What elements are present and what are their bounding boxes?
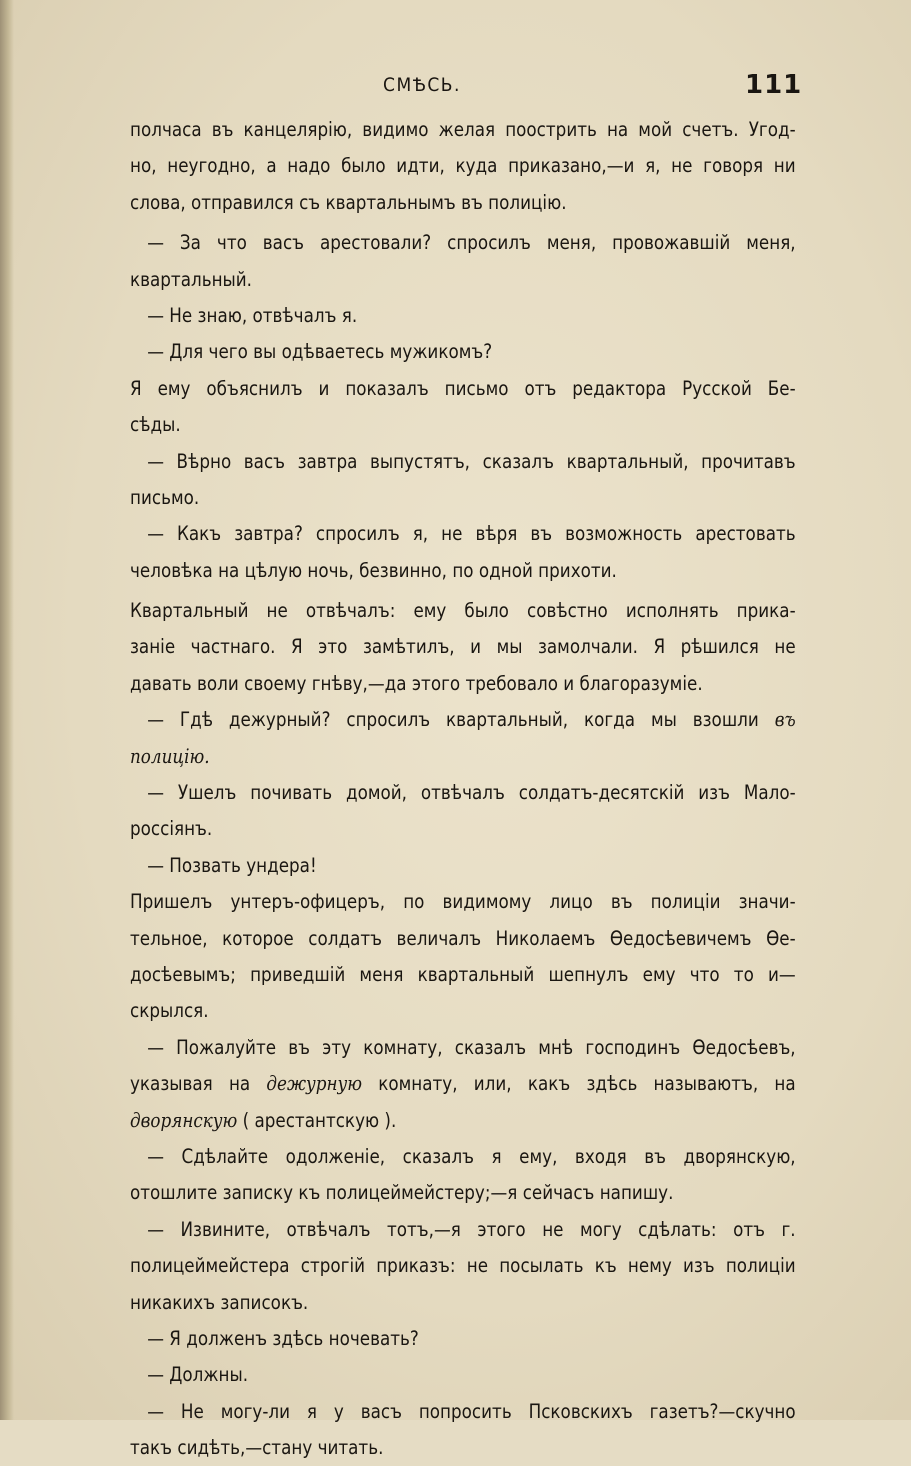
text-line: — Позвать ундера! — [147, 853, 317, 877]
text-line: — За что васъ арестовали? спросилъ меня, провожавшій меня, — [147, 231, 796, 255]
text-line: указывая на дежурную комнату, или, какъ здѣсь называютъ, на — [130, 1072, 796, 1096]
text-line: — Я долженъ здѣсь ночевать? — [147, 1326, 419, 1350]
page-header — [0, 70, 911, 104]
running-title: СМѢСЬ. — [383, 74, 461, 96]
text-line: отошлите записку къ полицеймейстеру;—я сейчасъ напишу. — [130, 1181, 674, 1205]
text-line: россіянъ. — [130, 817, 213, 841]
text-line: досѣевымъ; приведшій меня квартальный шепнулъ ему что то и— — [130, 962, 796, 986]
text-line: такъ сидѣть,—стану читать. — [130, 1436, 384, 1460]
body-text-lines — [130, 112, 796, 1466]
body-text — [130, 112, 796, 1466]
text-line: письмо. — [130, 485, 200, 509]
text-line: — Не знаю, отвѣчалъ я. — [147, 303, 358, 327]
text-line: человѣка на цѣлую ночь, безвинно, по одной прихоти. — [130, 558, 617, 582]
text-line: никакихъ записокъ. — [130, 1290, 309, 1314]
text-line: полчаса въ канцелярію, видимо желая поострить на мой счетъ. Угод- — [130, 118, 796, 141]
text-line: — Не могу-ли я у васъ попросить Псковскихъ газетъ?—скучно — [147, 1399, 796, 1423]
text-line: но, неугодно, а надо было идти, куда приказано,—и я, не говоря ни — [130, 154, 796, 178]
page-spine-shadow — [0, 0, 14, 1420]
text-line: скрылся. — [130, 999, 209, 1023]
text-line: — Вѣрно васъ завтра выпустятъ, сказалъ квартальный, прочитавъ — [147, 449, 796, 473]
text-line: Квартальный не отвѣчалъ: ему было совѣстно исполнять прика- — [130, 599, 796, 623]
text-line: полицію. — [130, 744, 210, 768]
text-line: тельное, которое солдатъ величалъ Николаемъ Ѳедосѣевичемъ Ѳе- — [130, 926, 796, 950]
text-line: заніе частнаго. Я это замѣтилъ, и мы замолчали. Я рѣшился не — [130, 635, 796, 659]
text-line: сѣды. — [130, 413, 181, 437]
text-line: — Для чего вы одѣваетесь мужикомъ? — [147, 340, 493, 364]
text-line: квартальный. — [130, 267, 253, 291]
text-line: — Извините, отвѣчалъ тотъ,—я этого не могу сдѣлать: отъ г. — [147, 1217, 796, 1241]
text-line: давать воли своему гнѣву,—да этого требовало и благоразуміе. — [130, 671, 703, 695]
text-line: Я ему объяснилъ и показалъ письмо отъ редактора Русской Бе- — [130, 376, 796, 400]
page-number: 111 — [745, 70, 803, 100]
text-line: дворянскую ( арестантскую ). — [130, 1108, 397, 1132]
text-line: — Пожалуйте въ эту комнату, сказалъ мнѣ господинъ Ѳедосѣевъ, — [147, 1035, 796, 1059]
text-line: — Сдѣлайте одолженіе, сказалъ я ему, входя въ дворянскую, — [147, 1144, 796, 1168]
text-line: — Гдѣ дежурный? спросилъ квартальный, когда мы взошли въ — [147, 708, 796, 732]
text-line: — Ушелъ почивать домой, отвѣчалъ солдатъ-десятскій изъ Мало- — [147, 781, 796, 805]
text-line: — Должны. — [147, 1363, 249, 1387]
text-line: Пришелъ унтеръ-офицеръ, по видимому лицо въ полиціи значи- — [130, 890, 796, 914]
text-line: полицеймейстера строгій приказъ: не посылать къ нему изъ полиціи — [130, 1254, 796, 1278]
text-line: слова, отправился съ квартальнымъ въ полицію. — [130, 190, 567, 214]
text-line: — Какъ завтра? спросилъ я, не вѣря въ возможность арестовать — [147, 522, 796, 546]
